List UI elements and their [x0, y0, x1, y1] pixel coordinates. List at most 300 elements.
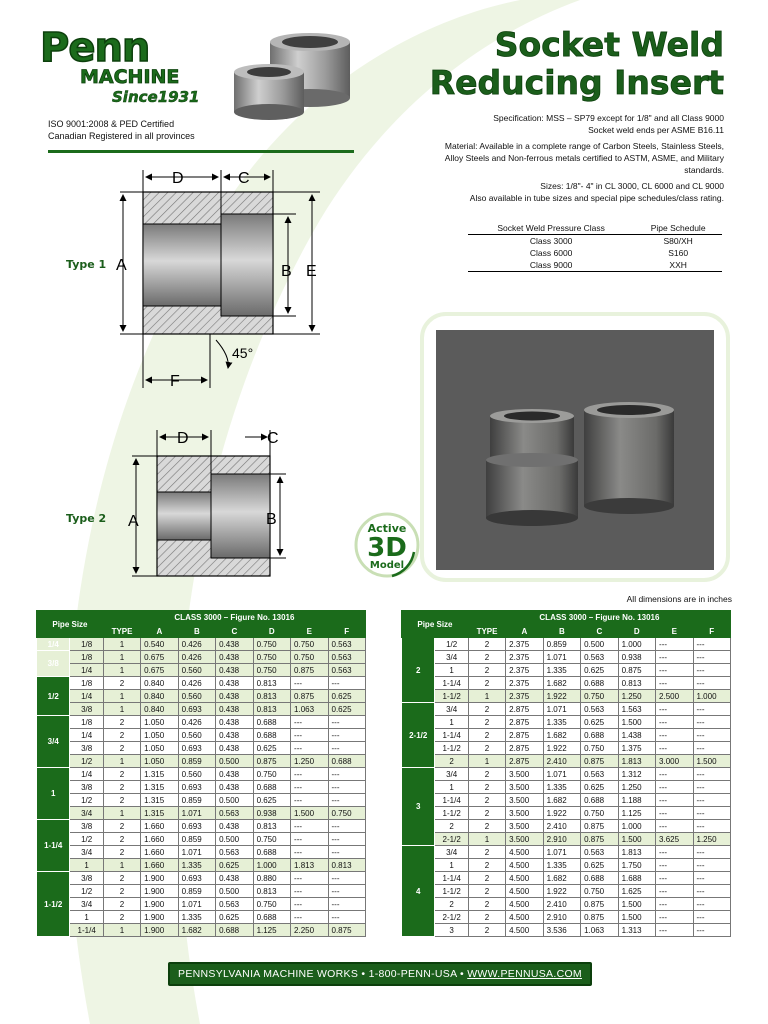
table-cell: 0.426: [178, 651, 215, 664]
table-cell: 0.693: [178, 742, 215, 755]
table-cell: 1.050: [141, 755, 178, 768]
table-cell: 0.750: [253, 898, 290, 911]
table-cell: ---: [656, 677, 693, 690]
table-cell: 1.750: [618, 859, 655, 872]
pipe-size-cell: 4: [402, 846, 435, 937]
reducer-size-cell: 1-1/4: [435, 729, 468, 742]
table-cell: Class 3000: [529, 236, 573, 246]
table-cell: 2: [103, 716, 140, 729]
table-cell: 0.750: [291, 638, 328, 651]
table-cell: 3.536: [543, 924, 580, 937]
table-cell: 2: [103, 794, 140, 807]
table-cell: 0.688: [581, 729, 618, 742]
table-row: [37, 716, 366, 729]
table-cell: 1.682: [543, 794, 580, 807]
reducer-size-cell: 1: [435, 781, 468, 794]
table-row: [37, 703, 366, 716]
table-cell: 1.250: [291, 755, 328, 768]
table-cell: 2: [468, 768, 505, 781]
table-cell: 2.375: [506, 677, 543, 690]
table-cell: 3.500: [506, 768, 543, 781]
table-cell: 1: [103, 924, 140, 937]
table-cell: 0.563: [216, 807, 253, 820]
table-cell: 4.500: [506, 872, 543, 885]
table-row: [37, 651, 366, 664]
table-cell: 2.375: [506, 651, 543, 664]
pipe-size-cell: 3/4: [37, 716, 70, 768]
table-cell: 0.840: [141, 677, 178, 690]
column-header: TYPE: [103, 625, 140, 638]
table-cell: 2.410: [543, 898, 580, 911]
table-row: [402, 859, 731, 872]
table-cell: 0.750: [253, 664, 290, 677]
table-cell: ---: [693, 859, 731, 872]
table-cell: 1.660: [141, 820, 178, 833]
column-header: C: [216, 625, 253, 638]
table-row: [402, 716, 731, 729]
reducer-size-cell: 1: [435, 664, 468, 677]
type1-dim-d: D: [172, 170, 184, 187]
table-cell: 0.859: [178, 885, 215, 898]
table-cell: 0.438: [216, 729, 253, 742]
column-header: F: [328, 625, 366, 638]
reducer-size-cell: 2-1/2: [435, 911, 468, 924]
table-cell: 2.875: [506, 729, 543, 742]
table-cell: 1.063: [581, 924, 618, 937]
table-row: [402, 846, 731, 859]
table-cell: 2: [468, 898, 505, 911]
table-cell: 0.875: [581, 755, 618, 768]
table-cell: ---: [656, 742, 693, 755]
table-cell: ---: [291, 911, 328, 924]
dimension-table-left: [36, 610, 366, 937]
footer-website-link[interactable]: WWW.PENNUSA.COM: [467, 968, 582, 980]
table-row: [402, 924, 731, 937]
table-cell: 0.563: [328, 638, 366, 651]
table-cell: ---: [693, 807, 731, 820]
badge-line-3: Model: [369, 560, 405, 571]
table-cell: ---: [693, 898, 731, 911]
table-cell: 0.625: [581, 716, 618, 729]
table-cell: 2: [103, 742, 140, 755]
table-cell: 2: [103, 768, 140, 781]
table-cell: 2.875: [506, 716, 543, 729]
table-cell: 0.875: [291, 664, 328, 677]
units-note: All dimensions are in inches: [626, 594, 732, 604]
table-cell: ---: [656, 820, 693, 833]
table-cell: 2: [103, 820, 140, 833]
table-cell: 0.563: [581, 651, 618, 664]
table-cell: 1: [468, 755, 505, 768]
spec-line: standards.: [684, 165, 724, 175]
3d-viewport[interactable]: [436, 330, 714, 570]
table-cell: 2.910: [543, 911, 580, 924]
table-cell: 1.335: [178, 911, 215, 924]
table-cell: 2: [468, 677, 505, 690]
table-cell: ---: [693, 664, 731, 677]
table-cell: 1.660: [141, 859, 178, 872]
table-row: [402, 664, 731, 677]
table-cell: 3.500: [506, 794, 543, 807]
table-cell: 1.900: [141, 924, 178, 937]
reducer-size-cell: 1-1/2: [435, 807, 468, 820]
reducer-size-cell: 2: [435, 820, 468, 833]
table-cell: ---: [291, 781, 328, 794]
table-cell: 2: [468, 651, 505, 664]
type2-dim-c: C: [267, 430, 279, 447]
type1-dim-f: F: [170, 373, 180, 390]
table-cell: ---: [656, 807, 693, 820]
table-cell: Class 9000: [468, 259, 634, 272]
cert-line-canada: Canadian Registered in all provinces: [48, 131, 195, 141]
table-cell: ---: [291, 833, 328, 846]
logo-line-penn: Penn: [40, 25, 150, 71]
table-cell: 0.688: [581, 794, 618, 807]
table-cell: 0.875: [581, 911, 618, 924]
title-line-2: Reducing Insert: [429, 63, 724, 102]
spec-text: [404, 112, 724, 208]
reducer-size-cell: 1-1/4: [435, 677, 468, 690]
spec-specification: [404, 112, 724, 136]
table-cell: 2: [468, 742, 505, 755]
table-cell: ---: [693, 742, 731, 755]
table-cell: 1.625: [618, 885, 655, 898]
table-cell: 2: [468, 872, 505, 885]
badge-line-2: 3D: [367, 533, 407, 563]
column-header: F: [693, 625, 731, 638]
reducer-size-cell: 3/4: [435, 846, 468, 859]
reducer-size-cell: 1-1/4: [435, 872, 468, 885]
pipe-size-cell: 1/4: [37, 638, 70, 651]
table-cell: 0.438: [216, 638, 253, 651]
reducer-size-cell: 3/8: [70, 872, 103, 885]
table-cell: 1.682: [543, 729, 580, 742]
table-cell: 0.813: [253, 885, 290, 898]
table-cell: 0.750: [581, 690, 618, 703]
table-cell: 1.500: [618, 833, 655, 846]
table-cell: ---: [291, 716, 328, 729]
table-cell: 0.625: [328, 690, 366, 703]
table-cell: 1.500: [618, 898, 655, 911]
reducer-size-cell: 1/8: [70, 651, 103, 664]
table-cell: ---: [693, 794, 731, 807]
table-cell: 1.071: [543, 651, 580, 664]
page-title: [430, 26, 724, 102]
table-cell: ---: [328, 911, 366, 924]
table-cell: 4.500: [506, 859, 543, 872]
product-hero-image: [228, 28, 362, 124]
table-cell: 2: [468, 664, 505, 677]
table-cell: ---: [328, 742, 366, 755]
table-cell: 0.625: [216, 911, 253, 924]
table-cell: 1.250: [618, 781, 655, 794]
column-header: TYPE: [468, 625, 505, 638]
reducer-size-cell: 3/4: [435, 703, 468, 716]
table-cell: ---: [656, 651, 693, 664]
table-cell: 0.426: [178, 677, 215, 690]
table-cell: ---: [656, 898, 693, 911]
table-cell: ---: [693, 651, 731, 664]
reducer-size-cell: 1/2: [435, 638, 468, 651]
table-row: [402, 872, 731, 885]
table-row: [37, 729, 366, 742]
table-row: [37, 833, 366, 846]
table-cell: 0.875: [291, 690, 328, 703]
table-cell: 4.500: [506, 885, 543, 898]
table-cell: 0.750: [328, 807, 366, 820]
table-cell: 0.859: [178, 794, 215, 807]
table-cell: 0.563: [328, 651, 366, 664]
table-cell: 0.438: [216, 677, 253, 690]
table-row: [402, 820, 731, 833]
table-cell: 0.438: [216, 716, 253, 729]
table-cell: ---: [656, 716, 693, 729]
table-cell: 0.560: [178, 664, 215, 677]
table-cell: 2.375: [506, 638, 543, 651]
table-cell: 0.813: [328, 859, 366, 872]
table-row: [402, 651, 731, 664]
table-row: [37, 898, 366, 911]
table-cell: 0.880: [253, 872, 290, 885]
table-cell: 0.875: [328, 924, 366, 937]
table-cell: 1.188: [618, 794, 655, 807]
table-cell: ---: [693, 703, 731, 716]
reducer-size-cell: 3/4: [70, 807, 103, 820]
table-row: [402, 898, 731, 911]
table-cell: 0.875: [581, 820, 618, 833]
table-cell: 1.071: [543, 703, 580, 716]
table-cell: ---: [656, 872, 693, 885]
table-cell: 0.688: [253, 911, 290, 924]
footer-bar: [168, 962, 592, 986]
table-row: [402, 742, 731, 755]
pressure-class-table: [468, 222, 722, 272]
reducer-size-cell: 1-1/2: [435, 690, 468, 703]
table-cell: 1.500: [291, 807, 328, 820]
table-cell: ---: [656, 885, 693, 898]
table-row: [402, 911, 731, 924]
table-cell: 1.125: [253, 924, 290, 937]
table-cell: 0.688: [216, 924, 253, 937]
table-cell: ---: [328, 872, 366, 885]
table-cell: 1.563: [618, 703, 655, 716]
active-3d-model-badge[interactable]: [352, 510, 422, 580]
table-row: [402, 755, 731, 768]
table-row: [37, 755, 366, 768]
table-cell: 1.313: [618, 924, 655, 937]
table-cell: ---: [328, 833, 366, 846]
penn-machine-logo: [40, 25, 200, 110]
table-cell: 2.875: [506, 742, 543, 755]
pipe-size-header: Pipe Size: [37, 611, 104, 638]
table-cell: 0.688: [253, 781, 290, 794]
table-cell: 4.500: [506, 924, 543, 937]
table-cell: XXH: [634, 259, 722, 272]
table-cell: 0.750: [253, 768, 290, 781]
table-cell: 1.125: [618, 807, 655, 820]
table-cell: 2: [468, 703, 505, 716]
table-cell: 0.859: [543, 638, 580, 651]
table-row: [37, 638, 366, 651]
table-cell: 2: [103, 729, 140, 742]
table-cell: ---: [656, 911, 693, 924]
table-cell: 2: [468, 820, 505, 833]
reducer-size-cell: 3/8: [70, 820, 103, 833]
reducer-size-cell: 3/8: [70, 781, 103, 794]
table-cell: 1: [103, 690, 140, 703]
type1-dim-e: E: [306, 263, 317, 280]
table-cell: ---: [328, 781, 366, 794]
reducer-size-cell: 1/4: [70, 768, 103, 781]
table-cell: S80/XH: [663, 236, 693, 246]
table-cell: 0.625: [581, 664, 618, 677]
table-row: [468, 259, 722, 272]
table-row: [402, 833, 731, 846]
table-cell: 1: [103, 859, 140, 872]
table-cell: 0.438: [216, 742, 253, 755]
3d-model-panel[interactable]: [420, 312, 730, 582]
column-header: C: [581, 625, 618, 638]
pipe-size-cell: 2-1/2: [402, 703, 435, 768]
table-row: [402, 807, 731, 820]
pipe-size-cell: 2: [402, 638, 435, 703]
table-cell: 1.500: [693, 755, 731, 768]
table-cell: 2: [468, 911, 505, 924]
reducer-size-cell: 1/4: [70, 729, 103, 742]
table-cell: 2: [468, 885, 505, 898]
column-header: E: [291, 625, 328, 638]
table-cell: 0.688: [253, 716, 290, 729]
table-row: [37, 807, 366, 820]
footer-phone: 1-800-PENN-USA: [368, 968, 457, 980]
reducer-size-cell: 3/8: [70, 742, 103, 755]
pipe-size-cell: 1/2: [37, 677, 70, 716]
table-cell: 2: [468, 638, 505, 651]
table-cell: 2.500: [656, 690, 693, 703]
table-row: [402, 794, 731, 807]
table-cell: 0.563: [216, 846, 253, 859]
table-cell: 2: [103, 898, 140, 911]
table-cell: 0.840: [141, 703, 178, 716]
table-cell: 0.675: [141, 651, 178, 664]
table-cell: ---: [291, 768, 328, 781]
table-cell: 1.900: [141, 911, 178, 924]
table-cell: 0.813: [253, 703, 290, 716]
table-cell: 2: [468, 924, 505, 937]
table-cell: 1.071: [178, 846, 215, 859]
table-cell: 0.750: [581, 807, 618, 820]
table-cell: S160: [668, 248, 689, 258]
table-cell: 0.675: [141, 664, 178, 677]
type2-dim-a: A: [128, 513, 139, 530]
table-row: [37, 924, 366, 937]
table-cell: 1.312: [618, 768, 655, 781]
table-cell: 1.050: [141, 729, 178, 742]
logo-line-since: Since1931: [112, 88, 200, 106]
table-row: [37, 690, 366, 703]
table-row: [402, 729, 731, 742]
table-cell: 0.813: [253, 690, 290, 703]
table-cell: 1.900: [141, 885, 178, 898]
column-header: Pipe Schedule: [634, 222, 722, 235]
column-header: Socket Weld Pressure Class: [468, 222, 634, 235]
table-cell: 1.335: [543, 781, 580, 794]
table-cell: 0.438: [216, 703, 253, 716]
table-row: [37, 781, 366, 794]
table-cell: 1.682: [178, 924, 215, 937]
table-cell: ---: [693, 872, 731, 885]
table-cell: 0.625: [253, 794, 290, 807]
type2-drawing: [132, 430, 286, 576]
table-cell: ---: [656, 924, 693, 937]
table-cell: ---: [693, 677, 731, 690]
table-cell: 1: [468, 690, 505, 703]
table-cell: 1.335: [543, 716, 580, 729]
table-cell: 3.500: [506, 833, 543, 846]
reducer-size-cell: 1/4: [70, 690, 103, 703]
table-cell: 0.859: [178, 755, 215, 768]
table-cell: 0.813: [253, 677, 290, 690]
table-cell: ---: [291, 742, 328, 755]
table-cell: 0.688: [581, 677, 618, 690]
table-cell: 0.840: [141, 690, 178, 703]
reducer-size-cell: 3/4: [435, 651, 468, 664]
table-cell: 0.688: [253, 846, 290, 859]
reducer-size-cell: 2-1/2: [435, 833, 468, 846]
class-header: CLASS 3000 – Figure No. 13016: [468, 611, 730, 625]
table-row: [37, 885, 366, 898]
table-cell: ---: [693, 885, 731, 898]
reducer-size-cell: 1: [70, 859, 103, 872]
table-cell: 2: [468, 781, 505, 794]
table-cell: 0.693: [178, 820, 215, 833]
badge-line-1: Active: [367, 522, 407, 535]
table-cell: 1: [103, 703, 140, 716]
table-row: [37, 794, 366, 807]
table-cell: ---: [328, 846, 366, 859]
spec-line: Also available in tube sizes and special pipe schedules/class rating.: [469, 193, 724, 203]
table-cell: 1.922: [543, 690, 580, 703]
column-header: E: [656, 625, 693, 638]
table-cell: 1: [103, 638, 140, 651]
type2-dim-b: B: [266, 511, 277, 528]
table-cell: ---: [291, 729, 328, 742]
footer-company: PENNSYLVANIA MACHINE WORKS: [178, 968, 359, 980]
table-cell: 1.071: [178, 898, 215, 911]
spec-material: [404, 140, 724, 176]
reducer-size-cell: 3/8: [70, 703, 103, 716]
table-cell: 1.050: [141, 742, 178, 755]
table-cell: 1.688: [618, 872, 655, 885]
table-cell: ---: [656, 846, 693, 859]
reducer-size-cell: 1/2: [70, 755, 103, 768]
footer-separator: •: [361, 968, 369, 980]
table-cell: 2: [103, 872, 140, 885]
table-cell: 1.500: [618, 716, 655, 729]
3d-right-insert: [584, 402, 674, 514]
table-cell: 2: [103, 833, 140, 846]
table-cell: ---: [656, 729, 693, 742]
table-cell: 2.875: [506, 703, 543, 716]
table-cell: ---: [693, 911, 731, 924]
column-header: A: [141, 625, 178, 638]
column-header: D: [253, 625, 290, 638]
table-cell: 0.688: [581, 872, 618, 885]
type2-label: Type 2: [66, 512, 107, 525]
table-cell: 1.500: [618, 911, 655, 924]
type1-dim-b: B: [281, 263, 292, 280]
table-cell: 2: [468, 716, 505, 729]
